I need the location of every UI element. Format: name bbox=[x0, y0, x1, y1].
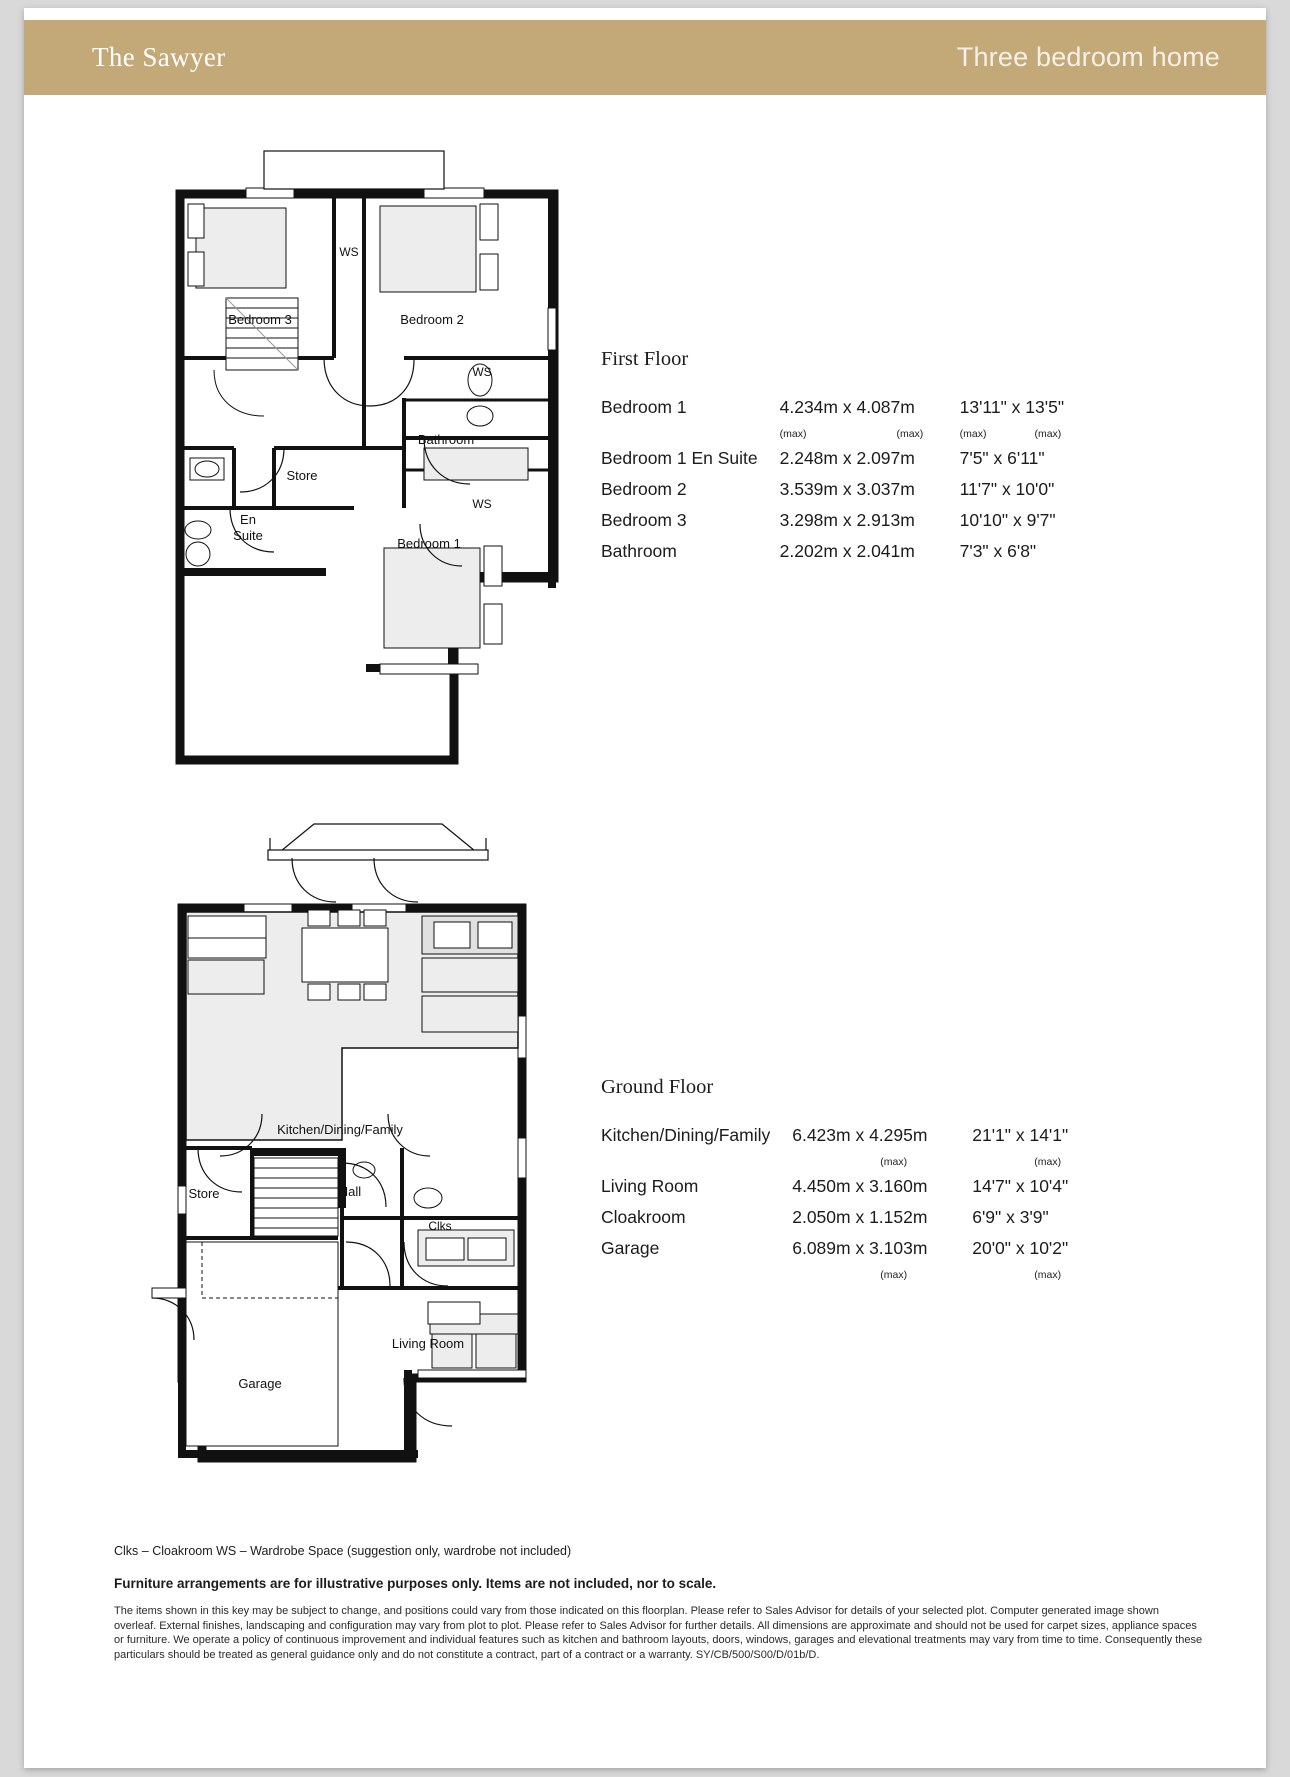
room-imperial-value: 13'11" x 13'5" bbox=[959, 397, 1065, 417]
table-row bbox=[601, 397, 1090, 428]
room-name: Bathroom bbox=[601, 541, 677, 561]
room-metric: 4.450m x 3.160m bbox=[792, 1176, 928, 1196]
plan-label-living: Living Room bbox=[391, 1336, 465, 1351]
room-imperial: 7'3" x 6'8" bbox=[959, 541, 1037, 561]
plan-label-store-ground: Store bbox=[188, 1186, 220, 1201]
plan-label-clks: Clks bbox=[428, 1219, 452, 1233]
max-note: (max) bbox=[1034, 1269, 1062, 1281]
first-floor-schedule bbox=[601, 348, 1090, 572]
max-note: (max) bbox=[1034, 428, 1062, 440]
max-note: (max) bbox=[779, 428, 807, 440]
ground-floor-heading: Ground Floor bbox=[601, 1076, 714, 1098]
max-note: (max) bbox=[959, 428, 987, 440]
table-row bbox=[601, 510, 1090, 541]
room-imperial bbox=[960, 397, 1090, 428]
room-name: Bedroom 1 En Suite bbox=[601, 448, 758, 468]
room-metric: 6.089m x 3.103m bbox=[792, 1238, 928, 1258]
table-row bbox=[601, 479, 1090, 510]
plan-label-ws-1: WS bbox=[339, 245, 359, 259]
page-footer bbox=[114, 1544, 1204, 1662]
plan-label-store-first: Store bbox=[286, 468, 318, 483]
room-name: Cloakroom bbox=[601, 1207, 686, 1227]
first-floor-plan bbox=[174, 148, 574, 808]
furniture-note: Furniture arrangements are for illustrative purposes only. Items are not included, nor to scale. bbox=[114, 1576, 717, 1591]
room-metric: 2.248m x 2.097m bbox=[779, 448, 915, 468]
table-row bbox=[601, 1176, 1102, 1207]
plan-label-hall: Hall bbox=[338, 1184, 362, 1199]
max-note: (max) bbox=[1034, 1156, 1062, 1168]
table-row bbox=[601, 1207, 1102, 1238]
table-row-max bbox=[601, 428, 1090, 448]
room-imperial: 7'5" x 6'11" bbox=[959, 448, 1045, 468]
plan-label-kitchen: Kitchen/Dining/Family bbox=[277, 1122, 403, 1137]
plan-label-bedroom3: Bedroom 3 bbox=[228, 312, 292, 327]
room-imperial: 20'0" x 10'2" bbox=[972, 1238, 1069, 1258]
plan-label-ws-3: WS bbox=[472, 497, 492, 511]
first-floor-table bbox=[601, 397, 1090, 572]
table-row bbox=[601, 541, 1090, 572]
room-metric bbox=[780, 397, 960, 428]
brochure-page bbox=[24, 8, 1266, 1768]
disclaimer-text: The items shown in this key may be subject to change, and positions could vary from those indicated on this floorplan. Please refer to Sales Advisor for details of your selected plot. Computer generated image shown overleaf. External finishes, landscaping and configuration may vary from plot to plot. Please refer to Sales Advisor for further details. All dimensions are approximate and should not be used for carpet sizes, appliance spaces or furniture. We operate a policy of continuous improvement and individual features such as kitchen and bathroom layouts, doors, windows, garages and elevational treatments may vary from time to time. Consequently these particulars should be treated as general guidance only and do not constitute a contract, part of a contract or a warranty. SY/CB/500/S00/D/01b/D. bbox=[114, 1605, 1203, 1661]
room-name: Bedroom 1 bbox=[601, 397, 687, 417]
room-metric: 6.423m x 4.295m bbox=[792, 1125, 928, 1145]
room-imperial: 21'1" x 14'1" bbox=[972, 1125, 1069, 1145]
table-row bbox=[601, 1238, 1102, 1269]
room-imperial: 6'9" x 3'9" bbox=[972, 1207, 1049, 1227]
max-note: (max) bbox=[880, 1269, 908, 1281]
plan-label-ensuite-1: En bbox=[240, 512, 256, 527]
room-imperial: 11'7" x 10'0" bbox=[959, 479, 1055, 499]
table-row-max bbox=[601, 1156, 1102, 1176]
room-metric: 3.298m x 2.913m bbox=[779, 510, 915, 530]
room-name: Garage bbox=[601, 1238, 660, 1258]
plan-label-ensuite-2: Suite bbox=[233, 528, 263, 543]
page-header bbox=[24, 20, 1266, 95]
table-row-max bbox=[601, 1269, 1102, 1289]
room-metric: 3.539m x 3.037m bbox=[779, 479, 915, 499]
abbreviation-key: Clks – Cloakroom WS – Wardrobe Space (suggestion only, wardrobe not included) bbox=[114, 1544, 572, 1558]
room-name: Bedroom 3 bbox=[601, 510, 687, 530]
table-row bbox=[601, 448, 1090, 479]
plan-label-bathroom: Bathroom bbox=[417, 432, 475, 447]
room-imperial: 14'7" x 10'4" bbox=[972, 1176, 1069, 1196]
plan-label-garage: Garage bbox=[238, 1376, 282, 1391]
max-note: (max) bbox=[880, 1156, 908, 1168]
first-floor-heading: First Floor bbox=[601, 348, 689, 370]
room-name: Bedroom 2 bbox=[601, 479, 687, 499]
room-metric: 2.202m x 2.041m bbox=[779, 541, 915, 561]
max-note: (max) bbox=[896, 428, 924, 440]
page-title: The Sawyer bbox=[92, 42, 226, 72]
plan-label-bedroom1: Bedroom 1 bbox=[397, 536, 461, 551]
ground-floor-plan bbox=[142, 818, 582, 1508]
page-subtitle: Three bedroom home bbox=[956, 42, 1220, 72]
plan-label-bedroom2: Bedroom 2 bbox=[400, 312, 464, 327]
room-metric: 2.050m x 1.152m bbox=[792, 1207, 928, 1227]
room-metric-value: 4.234m x 4.087m bbox=[779, 397, 915, 417]
room-name: Living Room bbox=[601, 1176, 699, 1196]
plan-label-ws-2: WS bbox=[472, 365, 492, 379]
ground-floor-table bbox=[601, 1125, 1102, 1289]
room-imperial: 10'10" x 9'7" bbox=[959, 510, 1056, 530]
ground-floor-schedule bbox=[601, 1076, 1102, 1289]
room-name: Kitchen/Dining/Family bbox=[601, 1125, 771, 1145]
table-row bbox=[601, 1125, 1102, 1156]
